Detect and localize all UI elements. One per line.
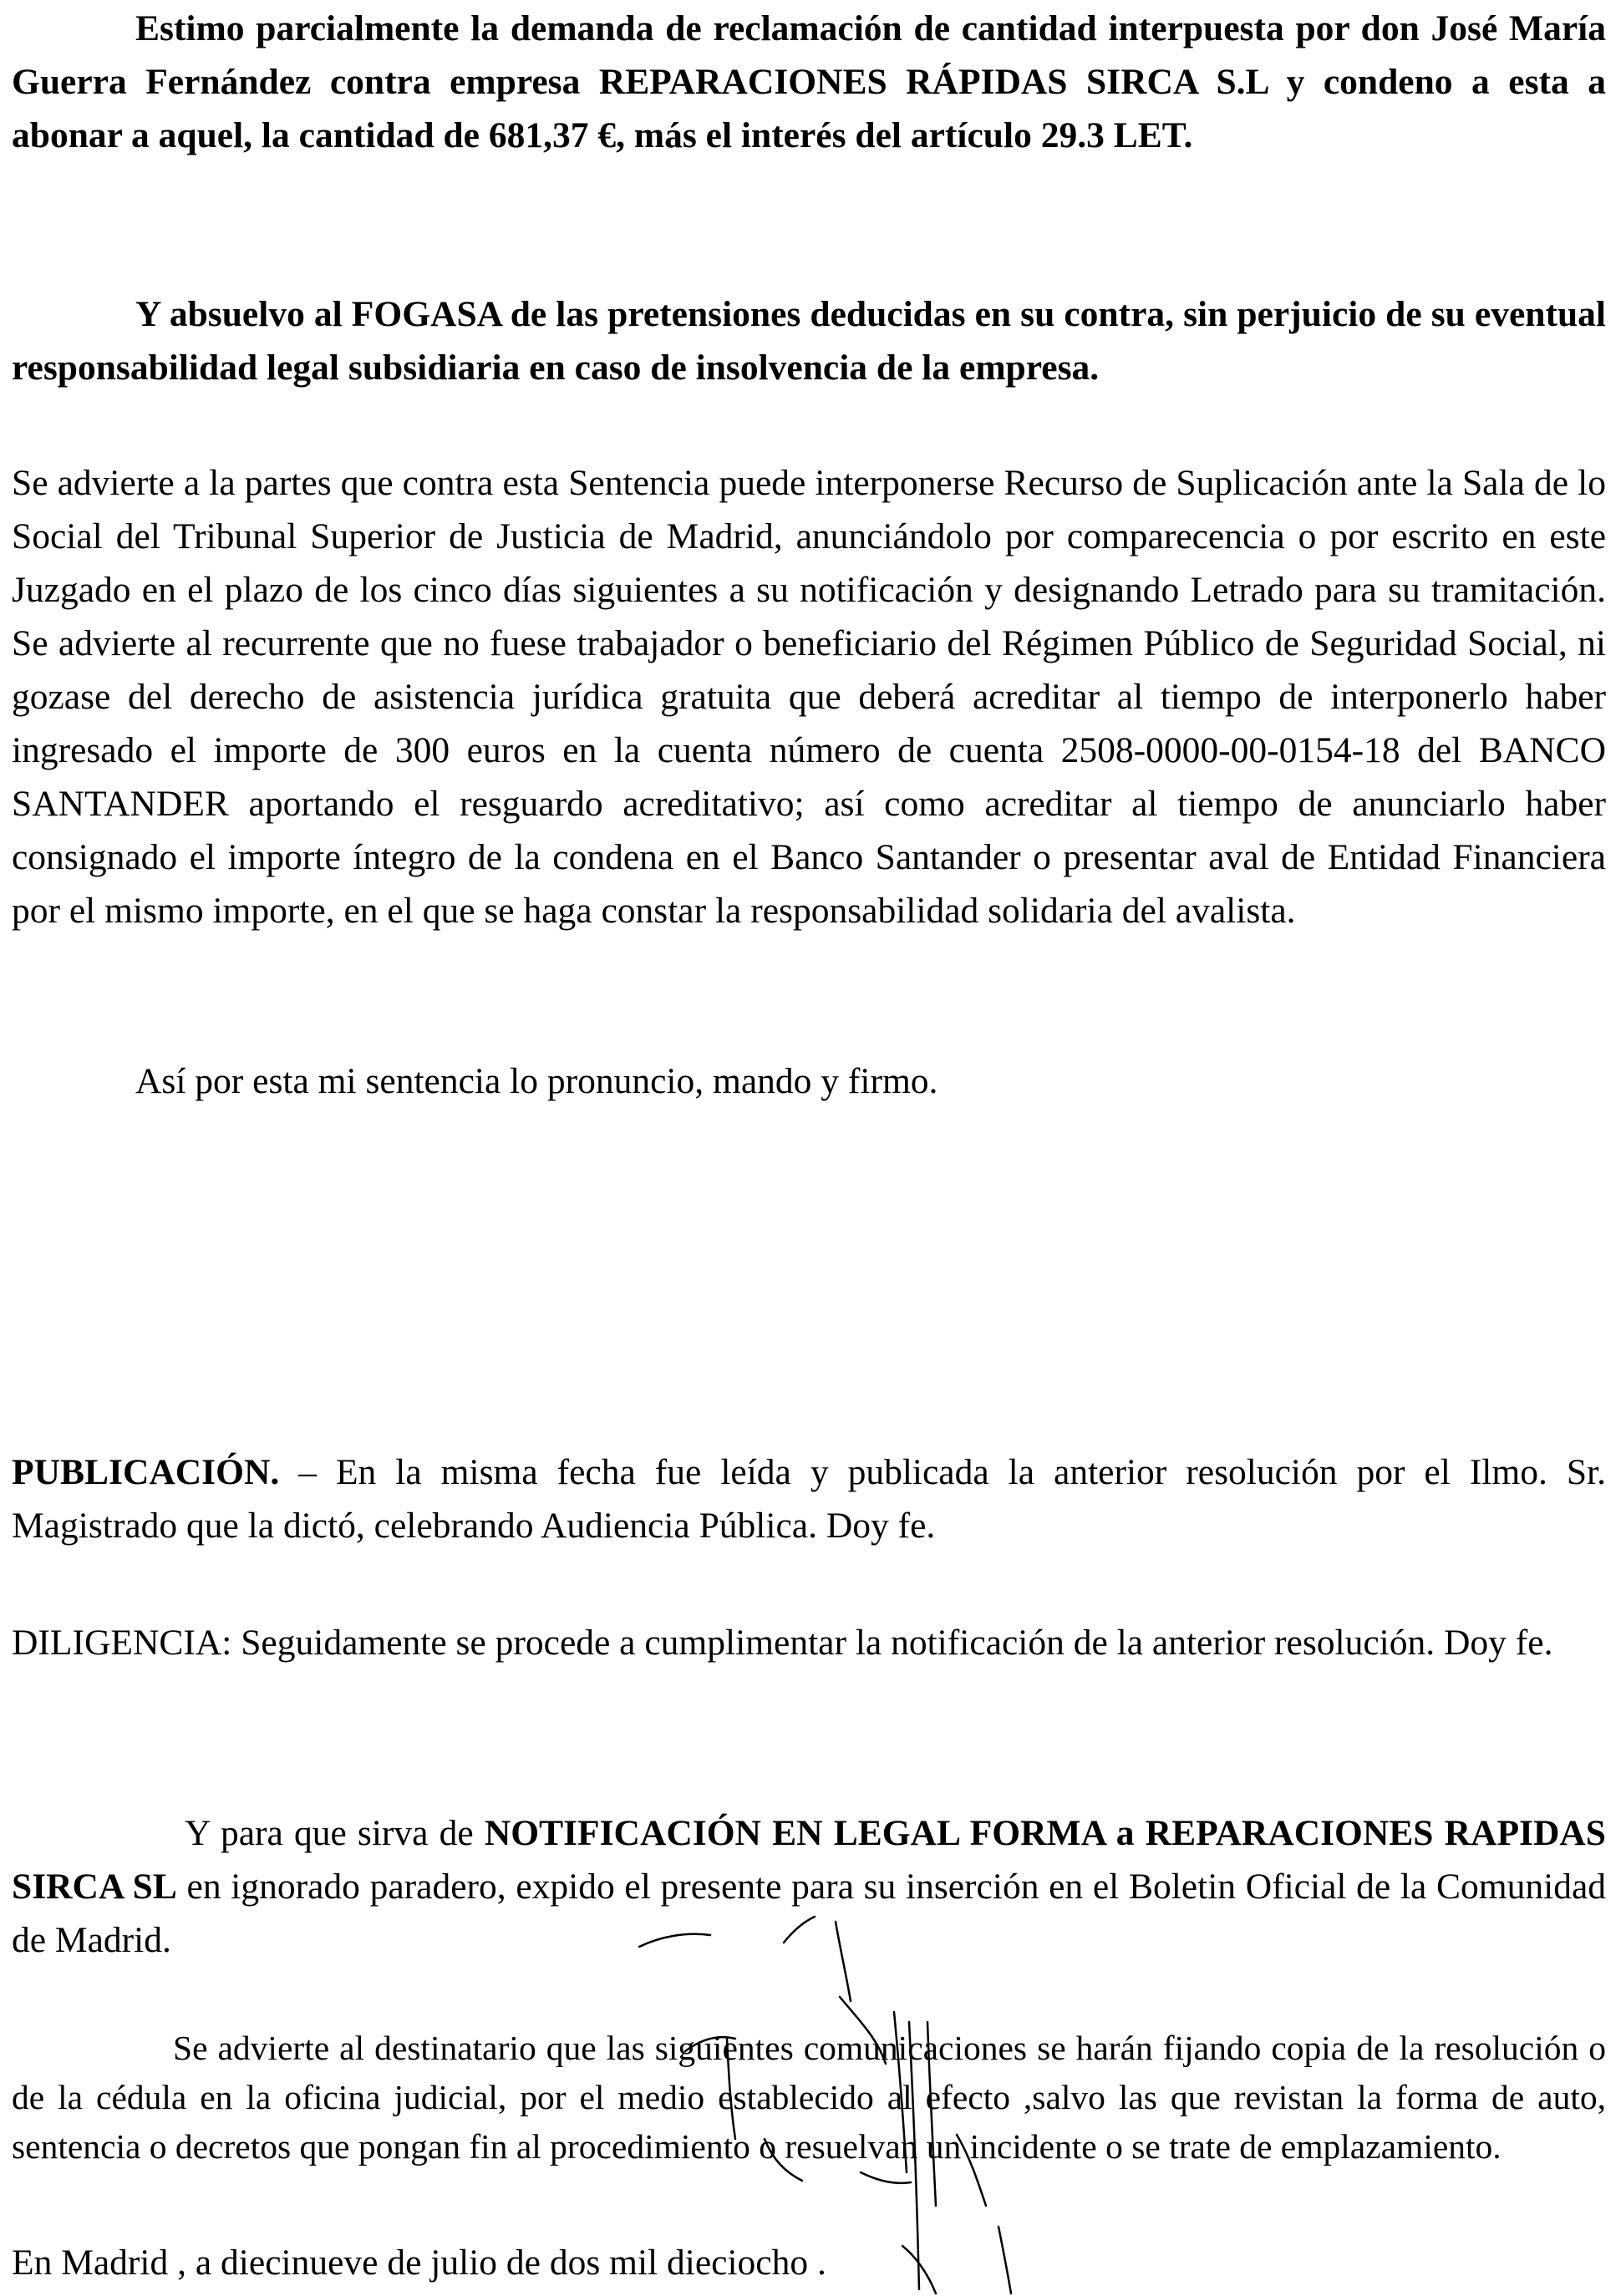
fecha-lugar: En Madrid , a diecinueve de julio de dos mil dieciocho .: [12, 2243, 826, 2283]
pronunciamiento-paragraph: Así por esta mi sentencia lo pronuncio, mando y firmo.: [135, 1061, 938, 1101]
publicacion-paragraph: [12, 1445, 1606, 1552]
diligencia-paragraph: DILIGENCIA: Seguidamente se procede a cumplimentar la notificación de la anterior resolución. Doy fe.: [12, 1623, 1553, 1663]
publicacion-label: PUBLICACIÓN.: [12, 1452, 280, 1492]
fallo-estimacion: Estimo parcialmente la demanda de reclamación de cantidad interpuesta por don José María Guerra Fernández contra empresa REPARACIONES RÁPIDAS SIRCA S.L y condeno a esta a abonar a aquel, la cantidad de 681,37 €, más el interés del artículo 29.3 LET.: [12, 8, 1606, 155]
publicacion-text: – En la misma fecha fue leída y publicada la anterior resolución por el Ilmo. Sr. Magistrado que la dictó, celebrando Audiencia Pública. Doy fe.: [12, 1452, 1606, 1546]
notificacion-suffix: en ignorado paradero, expido el presente para su inserción en el Boletin Oficial de la Comunidad de Madrid.: [12, 1867, 1606, 1960]
recurso-suplicacion-paragraph: Se advierte a la partes que contra esta Sentencia puede interponerse Recurso de Suplicación ante la Sala de lo Social del Tribunal Superior de Justicia de Madrid, anunciándolo por comparecencia o por escrito en este Juzgado en el plazo de los cinco días siguientes a su notificación y designando Letrado para su tramitación. Se advierte al recurrente que no fuese trabajador o beneficiario del Régimen Público de Seguridad Social, ni gozase del derecho de asistencia jurídica gratuita que deberá acreditar al tiempo de interponerlo haber ingresado el importe de 300 euros en la cuenta número de cuenta 2508-0000-00-0154-18 del BANCO SANTANDER aportando el resguardo acreditativo; así como acreditar al tiempo de anunciarlo haber consignado el importe íntegro de la condena en el Banco Santander o presentar aval de Entidad Financiera por el mismo importe, en el que se haga constar la responsabilidad solidaria del avalista.: [12, 463, 1606, 931]
advertencia-paragraph: Se advierte al destinatario que las siguientes comunicaciones se harán fijando copia de la resolución o de la cédula en la oficina judicial, por el medio establecido al efecto ,salvo las que revistan la forma de auto, sentencia o decretos que pongan fin al procedimiento o resuelvan un incidente o se trate de emplazamiento.: [12, 2029, 1606, 2166]
notificacion-label: NOTIFICACIÓN EN LEGAL FORMA a REPARACIONES RAPIDAS SIRCA SL: [12, 1813, 1606, 1907]
notificacion-prefix: Y para que sirva de: [185, 1813, 485, 1853]
notificacion-paragraph: [12, 1806, 1606, 1967]
fallo-absolucion: Y absuelvo al FOGASA de las pretensiones deducidas en su contra, sin perjuicio de su eventual responsabilidad legal subsidiaria en caso de insolvencia de la empresa.: [12, 294, 1606, 388]
